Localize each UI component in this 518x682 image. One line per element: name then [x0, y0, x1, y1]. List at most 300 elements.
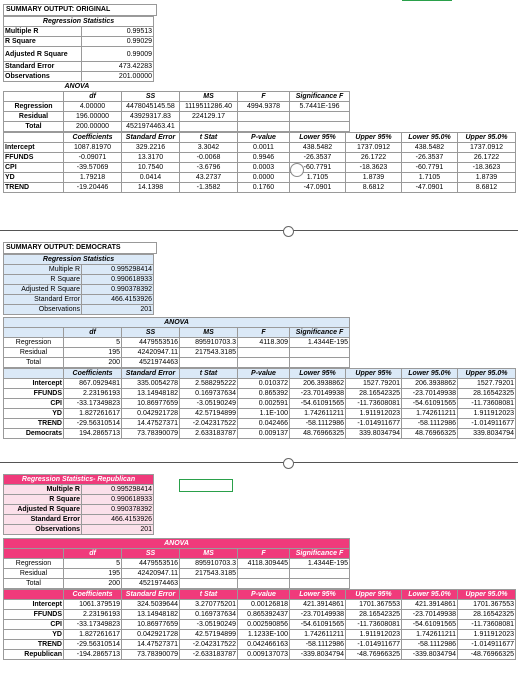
coef-row-label[interactable]: TREND	[4, 419, 64, 429]
coef-cell[interactable]: 48.76966325	[290, 429, 346, 439]
coef-cell[interactable]: 339.8034794	[346, 429, 402, 439]
coef-header-cell[interactable]: Coefficients	[64, 590, 122, 600]
coef-row-label[interactable]: FFUNDS	[4, 610, 64, 620]
coef-row-label[interactable]: Intercept	[4, 600, 64, 610]
anova-cell[interactable]: 5	[64, 559, 122, 569]
anova-table	[3, 538, 350, 589]
stat-value[interactable]: 466.4153926	[82, 515, 154, 525]
anova-row	[4, 338, 350, 348]
coef-row	[4, 610, 516, 620]
coef-cell[interactable]: 1.742611211	[402, 409, 458, 419]
coef-cell[interactable]: -58.1112986	[290, 640, 346, 650]
anova-cell[interactable]	[290, 358, 350, 368]
stat-label[interactable]: Multiple R	[4, 265, 82, 275]
anova-row-label[interactable]: Total	[4, 122, 64, 132]
coef-header-cell[interactable]: P-value	[238, 369, 290, 379]
anova-cell[interactable]: 4118.309445	[238, 559, 290, 569]
coef-row-label[interactable]: TREND	[4, 640, 64, 650]
anova-header-cell[interactable]: SS	[122, 549, 180, 559]
stat-value[interactable]: 0.990378392	[82, 505, 154, 515]
coef-cell[interactable]: 13.14948182	[122, 610, 180, 620]
coef-cell[interactable]: 1737.0912	[458, 143, 516, 153]
coef-header-cell[interactable]: Upper 95.0%	[458, 590, 516, 600]
stat-value[interactable]: 201.00000	[82, 72, 154, 82]
stat-label[interactable]: Adjusted R Square	[4, 285, 82, 295]
coef-cell[interactable]: -23.70149938	[290, 610, 346, 620]
coef-cell[interactable]: -339.8034794	[402, 650, 458, 660]
coef-cell[interactable]: 1.911912023	[458, 630, 516, 640]
anova-cell[interactable]: 5.7441E-196	[290, 102, 350, 112]
anova-cell[interactable]	[290, 348, 350, 358]
coef-cell[interactable]: 0.0000	[238, 173, 290, 183]
anova-header-cell[interactable]: Significance F	[290, 328, 350, 338]
coef-cell[interactable]: -2.042317522	[180, 640, 238, 650]
regression-statistics-label: Regression Statistics	[4, 255, 154, 265]
anova-cell[interactable]: 4994.9378	[238, 102, 290, 112]
coef-cell[interactable]: 28.16542325	[346, 610, 402, 620]
anova-header-cell[interactable]: F	[238, 549, 290, 559]
coef-cell[interactable]: 3.270775201	[180, 600, 238, 610]
anova-cell[interactable]: 1.4344E-195	[290, 338, 350, 348]
stat-label[interactable]: Multiple R	[4, 485, 82, 495]
anova-cell[interactable]: 4479553516	[122, 338, 180, 348]
anova-cell[interactable]: 1119511286.40	[180, 102, 238, 112]
coef-header-cell[interactable]: Lower 95%	[290, 133, 346, 143]
coef-cell[interactable]: 28.16542325	[458, 610, 516, 620]
anova-cell[interactable]	[238, 358, 290, 368]
coef-cell[interactable]: -3.05190249	[180, 620, 238, 630]
anova-cell[interactable]: 895910703.3	[180, 338, 238, 348]
anova-cell[interactable]: 1.4344E-195	[290, 559, 350, 569]
coef-header-cell[interactable]: Coefficients	[64, 133, 122, 143]
anova-header-cell[interactable]	[4, 328, 64, 338]
coef-cell[interactable]: -18.3623	[458, 163, 516, 173]
coef-cell[interactable]: 2.588295222	[180, 379, 238, 389]
coef-cell[interactable]: -11.73608081	[346, 620, 402, 630]
coef-cell[interactable]: 1701.367553	[458, 600, 516, 610]
coef-row-label[interactable]: YD	[4, 173, 64, 183]
coef-cell[interactable]: 26.1722	[346, 153, 402, 163]
coef-cell[interactable]: 2.23196193	[64, 610, 122, 620]
anova-header-cell[interactable]	[4, 92, 64, 102]
coef-cell[interactable]: 1.911912023	[346, 630, 402, 640]
anova-cell[interactable]: 200	[64, 579, 122, 589]
coef-cell[interactable]: -47.0901	[402, 183, 458, 193]
coef-header-cell[interactable]: Upper 95%	[346, 133, 402, 143]
anova-cell[interactable]	[290, 579, 350, 589]
anova-cell[interactable]	[180, 579, 238, 589]
coef-cell[interactable]: 324.5039644	[122, 600, 180, 610]
coef-cell[interactable]: 1.79218	[64, 173, 122, 183]
anova-table	[3, 82, 350, 132]
coef-cell[interactable]: 1527.79201	[458, 379, 516, 389]
anova-row-label[interactable]: Residual	[4, 569, 64, 579]
coef-cell[interactable]: -1.014911677	[346, 419, 402, 429]
coef-cell[interactable]: 438.5482	[290, 143, 346, 153]
coef-row-label[interactable]: CPI	[4, 399, 64, 409]
coef-header-cell[interactable]: P-value	[238, 133, 290, 143]
coef-cell[interactable]: -48.76966325	[346, 650, 402, 660]
coef-cell[interactable]: -48.76966325	[458, 650, 516, 660]
anova-header-cell[interactable]: MS	[180, 328, 238, 338]
anova-cell[interactable]: 196.00000	[64, 112, 122, 122]
coef-cell[interactable]: 0.042466163	[238, 640, 290, 650]
coef-cell[interactable]: 438.5482	[402, 143, 458, 153]
coef-cell[interactable]: -18.3623	[346, 163, 402, 173]
stats-row	[4, 485, 154, 495]
coef-header-cell[interactable]: Standard Error	[122, 590, 180, 600]
anova-cell[interactable]: 200.00000	[64, 122, 122, 132]
anova-header-cell[interactable]: df	[64, 328, 122, 338]
coef-cell[interactable]: 206.3938862	[402, 379, 458, 389]
anova-cell[interactable]: 4521974463.41	[122, 122, 180, 132]
coef-cell[interactable]: 1527.79201	[346, 379, 402, 389]
anova-cell[interactable]: 4478045145.58	[122, 102, 180, 112]
anova-cell[interactable]	[290, 112, 350, 122]
coef-cell[interactable]: 0.0011	[238, 143, 290, 153]
coef-header-cell[interactable]: Lower 95%	[290, 369, 346, 379]
coef-cell[interactable]: 1.742611211	[290, 409, 346, 419]
stat-value[interactable]: 0.99009	[82, 47, 154, 62]
coef-cell[interactable]: 42.57194899	[180, 409, 238, 419]
coef-cell[interactable]: 1.827261617	[64, 630, 122, 640]
coef-row-label[interactable]: CPI	[4, 163, 64, 173]
anova-header-cell[interactable]: Significance F	[290, 549, 350, 559]
stat-label[interactable]: R Square	[4, 37, 82, 47]
coef-cell[interactable]: 14.47527371	[122, 419, 180, 429]
coef-cell[interactable]: -39.57069	[64, 163, 122, 173]
coef-cell[interactable]: 0.009137	[238, 429, 290, 439]
coef-cell[interactable]: 1737.0912	[346, 143, 402, 153]
coef-cell[interactable]: -60.7791	[290, 163, 346, 173]
coef-cell[interactable]: 0.042921728	[122, 409, 180, 419]
coef-cell[interactable]: 14.1398	[122, 183, 180, 193]
coef-header-cell[interactable]: Standard Error	[122, 369, 180, 379]
stat-value[interactable]: 473.42283	[82, 62, 154, 72]
coef-header-cell[interactable]: Upper 95%	[346, 369, 402, 379]
anova-cell[interactable]: 4521974463	[122, 579, 180, 589]
anova-cell[interactable]: 195	[64, 348, 122, 358]
coef-cell[interactable]: 1.1E-100	[238, 409, 290, 419]
coef-cell[interactable]: 13.14948182	[122, 389, 180, 399]
anova-cell[interactable]: 217543.3185	[180, 348, 238, 358]
refresh-icon[interactable]	[290, 163, 304, 177]
coef-cell[interactable]: 13.3170	[122, 153, 180, 163]
coef-cell[interactable]: -54.61091565	[402, 399, 458, 409]
coef-row-label[interactable]: TREND	[4, 183, 64, 193]
coef-header-cell[interactable]: t Stat	[180, 133, 238, 143]
coef-header-cell[interactable]: t Stat	[180, 590, 238, 600]
coef-cell[interactable]: 73.78390079	[122, 429, 180, 439]
coef-cell[interactable]: 206.3938862	[290, 379, 346, 389]
coef-row-label[interactable]: CPI	[4, 620, 64, 630]
anova-cell[interactable]	[180, 358, 238, 368]
coef-cell[interactable]: -54.61091565	[402, 620, 458, 630]
coef-cell[interactable]: 0.0414	[122, 173, 180, 183]
coef-cell[interactable]: -29.56310514	[64, 640, 122, 650]
coef-cell[interactable]: 0.9946	[238, 153, 290, 163]
anova-row-label[interactable]: Regression	[4, 338, 64, 348]
coef-cell[interactable]: -0.09071	[64, 153, 122, 163]
anova-cell[interactable]: 4118.309	[238, 338, 290, 348]
coef-cell[interactable]: 73.78390079	[122, 650, 180, 660]
anova-header-cell[interactable]: Significance F	[290, 92, 350, 102]
stat-value[interactable]: 0.990618933	[82, 495, 154, 505]
coef-cell[interactable]: -58.1112986	[290, 419, 346, 429]
coef-cell[interactable]: 1087.81970	[64, 143, 122, 153]
coef-cell[interactable]: -11.73608081	[458, 620, 516, 630]
stat-label[interactable]: Standard Error	[4, 515, 82, 525]
coef-cell[interactable]: 339.8034794	[458, 429, 516, 439]
coef-cell[interactable]: 0.865392437	[238, 610, 290, 620]
coef-header-cell[interactable]: Lower 95%	[290, 590, 346, 600]
stat-label[interactable]: Standard Error	[4, 295, 82, 305]
anova-cell[interactable]: 895910703.3	[180, 559, 238, 569]
coef-cell[interactable]: -3.05190249	[180, 399, 238, 409]
coef-header-cell[interactable]: Standard Error	[122, 133, 180, 143]
anova-header-cell[interactable]: SS	[122, 328, 180, 338]
anova-cell[interactable]: 4.00000	[64, 102, 122, 112]
coef-cell[interactable]: 0.169737634	[180, 610, 238, 620]
coef-cell[interactable]: -54.61091565	[290, 399, 346, 409]
coef-cell[interactable]: 0.169737634	[180, 389, 238, 399]
coef-row-label[interactable]: YD	[4, 630, 64, 640]
section-title: SUMMARY OUTPUT: DEMOCRATS	[3, 242, 157, 254]
coef-cell[interactable]: 1.911912023	[458, 409, 516, 419]
coef-cell[interactable]: 1.911912023	[346, 409, 402, 419]
coef-cell[interactable]: -47.0901	[290, 183, 346, 193]
anova-cell[interactable]: 200	[64, 358, 122, 368]
anova-cell[interactable]: 43929317.83	[122, 112, 180, 122]
coef-cell[interactable]: 14.47527371	[122, 640, 180, 650]
stat-value[interactable]: 466.4153926	[82, 295, 154, 305]
coef-cell[interactable]: 1.7105	[402, 173, 458, 183]
coef-cell[interactable]: -19.20446	[64, 183, 122, 193]
coef-cell[interactable]: 0.002590856	[238, 620, 290, 630]
coef-cell[interactable]: 335.0054278	[122, 379, 180, 389]
coef-cell[interactable]: 43.2737	[180, 173, 238, 183]
cell-selection-top-edge	[402, 0, 452, 1]
coef-cell[interactable]: 1.7105	[290, 173, 346, 183]
anova-label: ANOVA	[4, 318, 350, 328]
coef-row-label[interactable]: FFUNDS	[4, 153, 64, 163]
coef-cell[interactable]: 0.0003	[238, 163, 290, 173]
coef-cell[interactable]: 28.16542325	[346, 389, 402, 399]
stat-label[interactable]: Multiple R	[4, 27, 82, 37]
resize-handle-icon[interactable]	[283, 226, 294, 237]
coef-cell[interactable]: 10.86977659	[122, 399, 180, 409]
anova-cell[interactable]	[290, 569, 350, 579]
coef-header-cell[interactable]: t Stat	[180, 369, 238, 379]
coef-cell[interactable]: -1.014911677	[458, 419, 516, 429]
coef-cell[interactable]: -2.633183787	[180, 650, 238, 660]
coef-cell[interactable]: -339.8034794	[290, 650, 346, 660]
coef-header-cell[interactable]: Lower 95.0%	[402, 133, 458, 143]
coef-header-cell[interactable]: P-value	[238, 590, 290, 600]
anova-cell[interactable]	[238, 112, 290, 122]
anova-header-cell[interactable]	[4, 549, 64, 559]
coef-cell[interactable]: -0.0068	[180, 153, 238, 163]
coef-header-cell[interactable]	[4, 133, 64, 143]
stats-row	[4, 27, 154, 37]
coef-cell[interactable]: 0.1760	[238, 183, 290, 193]
coef-cell[interactable]: 0.865392	[238, 389, 290, 399]
anova-row-label[interactable]: Total	[4, 579, 64, 589]
coef-cell[interactable]: -33.17349823	[64, 399, 122, 409]
stat-value[interactable]: 0.990378392	[82, 285, 154, 295]
coef-cell[interactable]: 0.042921728	[122, 630, 180, 640]
coef-header-cell[interactable]: Lower 95.0%	[402, 369, 458, 379]
stat-label[interactable]: Adjusted R Square	[4, 505, 82, 515]
anova-header-cell[interactable]: SS	[122, 92, 180, 102]
anova-cell[interactable]: 4479553516	[122, 559, 180, 569]
coef-cell[interactable]: -23.70149938	[290, 389, 346, 399]
coef-header-cell[interactable]	[4, 369, 64, 379]
anova-header-cell[interactable]: df	[64, 549, 122, 559]
coef-cell[interactable]: -1.014911677	[346, 640, 402, 650]
coef-row	[4, 163, 516, 173]
anova-row-label[interactable]: Regression	[4, 559, 64, 569]
stat-value[interactable]: 0.99513	[82, 27, 154, 37]
anova-cell[interactable]: 5	[64, 338, 122, 348]
stat-label[interactable]: R Square	[4, 495, 82, 505]
coef-cell[interactable]: -29.56310514	[64, 419, 122, 429]
stat-label[interactable]: Standard Error	[4, 62, 82, 72]
coef-cell[interactable]: 10.86977659	[122, 620, 180, 630]
coef-cell[interactable]: 0.002591	[238, 399, 290, 409]
anova-header-cell[interactable]: MS	[180, 92, 238, 102]
coef-cell[interactable]: -26.3537	[290, 153, 346, 163]
stat-label[interactable]: R Square	[4, 275, 82, 285]
coef-header-cell[interactable]	[4, 590, 64, 600]
coef-cell[interactable]: 42.57194899	[180, 630, 238, 640]
coef-row-label[interactable]: Intercept	[4, 143, 64, 153]
coef-cell[interactable]: -1.3582	[180, 183, 238, 193]
coef-cell[interactable]: 48.76966325	[402, 429, 458, 439]
anova-cell[interactable]	[238, 348, 290, 358]
coef-row-label[interactable]: Intercept	[4, 379, 64, 389]
row-divider-2	[0, 462, 518, 463]
anova-header-cell[interactable]: df	[64, 92, 122, 102]
anova-cell[interactable]	[290, 122, 350, 132]
anova-cell[interactable]: 217543.3185	[180, 569, 238, 579]
coef-cell[interactable]: -54.61091565	[290, 620, 346, 630]
coef-cell[interactable]: 2.633183787	[180, 429, 238, 439]
stat-label[interactable]: Observations	[4, 305, 82, 315]
coef-row-label[interactable]: Republican	[4, 650, 64, 660]
anova-header-cell[interactable]: F	[238, 92, 290, 102]
coef-cell[interactable]: -11.73608081	[346, 399, 402, 409]
coef-cell[interactable]: 8.6812	[346, 183, 402, 193]
coef-header-cell[interactable]: Upper 95%	[346, 590, 402, 600]
coef-row-label[interactable]: YD	[4, 409, 64, 419]
coef-cell[interactable]: -60.7791	[402, 163, 458, 173]
coef-cell[interactable]: 2.23196193	[64, 389, 122, 399]
resize-handle-icon[interactable]	[283, 458, 294, 469]
coef-header-cell[interactable]: Coefficients	[64, 369, 122, 379]
coef-row-label[interactable]: Democrats	[4, 429, 64, 439]
stat-label[interactable]: Adjusted R Square	[4, 47, 82, 62]
anova-cell[interactable]: 195	[64, 569, 122, 579]
anova-cell[interactable]: 224129.17	[180, 112, 238, 122]
anova-row-label[interactable]: Regression	[4, 102, 64, 112]
stat-value[interactable]: 0.995298414	[82, 265, 154, 275]
anova-cell[interactable]	[238, 579, 290, 589]
coef-cell[interactable]: -58.1112986	[402, 419, 458, 429]
anova-cell[interactable]	[238, 569, 290, 579]
coef-header-cell[interactable]: Upper 95.0%	[458, 133, 516, 143]
stats-row	[4, 275, 154, 285]
coef-cell[interactable]: -11.73608081	[458, 399, 516, 409]
coef-cell[interactable]: 1.8739	[346, 173, 402, 183]
anova-header-cell[interactable]: MS	[180, 549, 238, 559]
anova-cell[interactable]	[238, 122, 290, 132]
coef-cell[interactable]: -194.2865713	[64, 650, 122, 660]
stat-value[interactable]: 0.995298414	[82, 485, 154, 495]
coef-header-cell[interactable]: Lower 95.0%	[402, 590, 458, 600]
coef-cell[interactable]: -23.70149938	[402, 610, 458, 620]
coef-cell[interactable]: 329.2216	[122, 143, 180, 153]
anova-cell[interactable]	[180, 122, 238, 132]
coef-cell[interactable]: 26.1722	[458, 153, 516, 163]
stats-row	[4, 515, 154, 525]
coef-cell[interactable]: -33.17349823	[64, 620, 122, 630]
stat-value[interactable]: 0.99029	[82, 37, 154, 47]
coef-cell[interactable]: 0.010372	[238, 379, 290, 389]
stat-value[interactable]: 201	[82, 305, 154, 315]
anova-header-cell[interactable]: F	[238, 328, 290, 338]
coef-cell[interactable]: 1.827261617	[64, 409, 122, 419]
coef-cell[interactable]: -23.70149938	[402, 389, 458, 399]
coef-cell[interactable]: 8.6812	[458, 183, 516, 193]
stat-value[interactable]: 201	[82, 525, 154, 535]
anova-row-label[interactable]: Total	[4, 358, 64, 368]
anova-row-label[interactable]: Residual	[4, 348, 64, 358]
coef-cell[interactable]: 10.7540	[122, 163, 180, 173]
anova-row-label[interactable]: Residual	[4, 112, 64, 122]
anova-cell[interactable]: 4521974463	[122, 358, 180, 368]
coef-cell[interactable]: 867.0929481	[64, 379, 122, 389]
coef-cell[interactable]: 1061.379519	[64, 600, 122, 610]
coef-cell[interactable]: 28.16542325	[458, 389, 516, 399]
coef-header-cell[interactable]: Upper 95.0%	[458, 369, 516, 379]
coef-cell[interactable]: 3.3042	[180, 143, 238, 153]
coef-cell[interactable]: 1.742611211	[290, 630, 346, 640]
coef-cell[interactable]: -26.3537	[402, 153, 458, 163]
anova-cell[interactable]: 42420947.11	[122, 348, 180, 358]
anova-row	[4, 112, 350, 122]
coef-cell[interactable]: 0.00126818	[238, 600, 290, 610]
coef-cell[interactable]: -2.042317522	[180, 419, 238, 429]
coef-cell[interactable]: 1.742611211	[402, 630, 458, 640]
coef-cell[interactable]: 0.009137073	[238, 650, 290, 660]
coef-cell[interactable]: 1.1233E-100	[238, 630, 290, 640]
coef-cell[interactable]: 1701.367553	[346, 600, 402, 610]
anova-cell[interactable]: 42420947.11	[122, 569, 180, 579]
coef-cell[interactable]: -3.6796	[180, 163, 238, 173]
coef-cell[interactable]: -58.1112986	[402, 640, 458, 650]
coef-cell[interactable]: 421.3914861	[290, 600, 346, 610]
stat-label[interactable]: Observations	[4, 72, 82, 82]
coef-cell[interactable]: 0.042466	[238, 419, 290, 429]
coef-cell[interactable]: 1.8739	[458, 173, 516, 183]
stat-value[interactable]: 0.990618933	[82, 275, 154, 285]
coef-row-label[interactable]: FFUNDS	[4, 389, 64, 399]
stat-label[interactable]: Observations	[4, 525, 82, 535]
coef-cell[interactable]: -1.014911677	[458, 640, 516, 650]
coef-cell[interactable]: 194.2865713	[64, 429, 122, 439]
coef-cell[interactable]: 421.3914861	[402, 600, 458, 610]
